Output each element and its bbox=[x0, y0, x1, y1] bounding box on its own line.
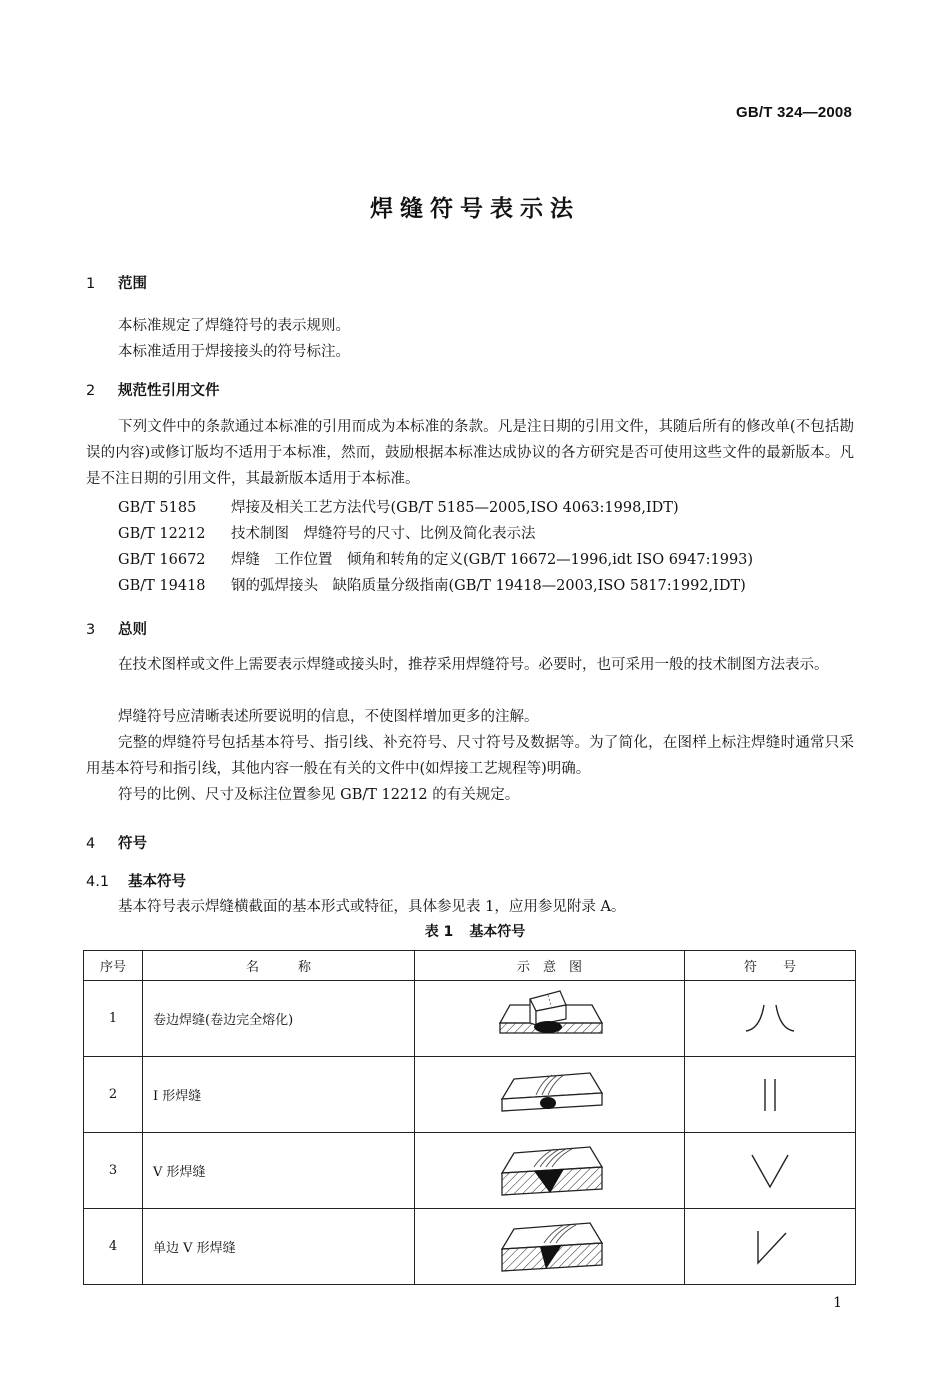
section-4-1-heading bbox=[86, 870, 186, 891]
row-index: 2 bbox=[84, 1057, 143, 1133]
table-caption bbox=[0, 921, 950, 941]
row-index: 3 bbox=[84, 1133, 143, 1209]
reference-title: 钢的弧焊接头 缺陷质量分级指南(GB/T 19418—2003,ISO 5817:1992,IDT) bbox=[231, 578, 746, 594]
section-1-heading bbox=[86, 272, 147, 293]
reference-item bbox=[118, 574, 746, 595]
table-row bbox=[84, 981, 856, 1057]
table-header-row bbox=[84, 951, 856, 981]
table-number: 表 1 bbox=[424, 924, 454, 940]
basic-symbols-table bbox=[83, 950, 856, 1285]
row-index: 1 bbox=[84, 981, 143, 1057]
reference-code: GB/T 19418 bbox=[118, 578, 206, 594]
reference-code: GB/T 12212 bbox=[118, 526, 206, 542]
document-title: 焊缝符号表示法 bbox=[370, 196, 580, 222]
section-2-heading bbox=[86, 379, 220, 400]
square-butt-weld-figure-icon bbox=[490, 1065, 610, 1125]
header-symbol: 符 号 bbox=[685, 951, 856, 981]
paragraph: 本标准适用于焊接接头的符号标注。 bbox=[118, 344, 350, 360]
section-number: 4 bbox=[86, 836, 96, 852]
v-butt-weld-symbol-icon bbox=[740, 1151, 800, 1191]
paragraph: 基本符号表示焊缝横截面的基本形式或特征，具体参见表 1，应用参见附录 A。 bbox=[118, 899, 626, 915]
reference-item bbox=[118, 548, 753, 569]
table-row bbox=[84, 1057, 856, 1133]
paragraph: 焊缝符号应清晰表述所要说明的信息，不使图样增加更多的注解。 bbox=[118, 709, 539, 725]
paragraph: 符号的比例、尺寸及标注位置参见 GB/T 12212 的有关规定。 bbox=[118, 787, 520, 803]
reference-code: GB/T 16672 bbox=[118, 552, 206, 568]
reference-code: GB/T 5185 bbox=[118, 500, 197, 516]
paragraph: 在技术图样或文件上需要表示焊缝或接头时，推荐采用焊缝符号。必要时，也可采用一般的技术制图方法表示。 bbox=[118, 657, 829, 673]
section-title: 规范性引用文件 bbox=[118, 383, 220, 399]
row-name: I 形焊缝 bbox=[143, 1057, 415, 1133]
header-index: 序号 bbox=[84, 951, 143, 981]
table-title: 基本符号 bbox=[469, 924, 526, 940]
section-4-heading bbox=[86, 832, 147, 853]
reference-title: 焊缝 工作位置 倾角和转角的定义(GB/T 16672—1996,idt ISO 6947:1993) bbox=[231, 552, 754, 568]
square-butt-weld-symbol-icon bbox=[740, 1075, 800, 1115]
section-3-heading bbox=[86, 618, 147, 639]
section-number: 3 bbox=[86, 622, 96, 638]
flanged-weld-symbol-icon bbox=[740, 999, 800, 1039]
table-row bbox=[84, 1209, 856, 1285]
section-number: 4.1 bbox=[86, 874, 110, 890]
single-bevel-weld-figure-icon bbox=[490, 1217, 610, 1277]
paragraph: 下列文件中的条款通过本标准的引用而成为本标准的条款。凡是注日期的引用文件，其随后所有的修改单(不包括勘误的内容)或修订版均不适用于本标准，然而，鼓励根据本标准达成协议的各方研究是否可使用这些文件的最新版本。凡是不注日期的引用文件，其最新版本适用于本标准。 bbox=[86, 419, 854, 487]
row-name: V 形焊缝 bbox=[143, 1133, 415, 1209]
row-name: 单边 V 形焊缝 bbox=[143, 1209, 415, 1285]
section-title: 总则 bbox=[118, 622, 147, 638]
row-name: 卷边焊缝(卷边完全熔化) bbox=[143, 981, 415, 1057]
section-title: 基本符号 bbox=[128, 874, 186, 890]
row-index: 4 bbox=[84, 1209, 143, 1285]
flanged-weld-figure-icon bbox=[490, 989, 610, 1049]
v-butt-weld-figure-icon bbox=[490, 1141, 610, 1201]
section-number: 1 bbox=[86, 276, 96, 292]
reference-title: 焊接及相关工艺方法代号(GB/T 5185—2005,ISO 4063:1998,IDT) bbox=[231, 500, 679, 516]
page-number: 1 bbox=[833, 1295, 842, 1311]
table-row bbox=[84, 1133, 856, 1209]
section-number: 2 bbox=[86, 383, 96, 399]
standard-id: GB/T 324—2008 bbox=[736, 104, 852, 121]
paragraph: 本标准规定了焊缝符号的表示规则。 bbox=[118, 318, 350, 334]
paragraph: 完整的焊缝符号包括基本符号、指引线、补充符号、尺寸符号及数据等。为了简化，在图样上标注焊缝时通常只采用基本符号和指引线，其他内容一般在有关的文件中(如焊接工艺规程等)明确。 bbox=[86, 735, 854, 777]
reference-title: 技术制图 焊缝符号的尺寸、比例及简化表示法 bbox=[231, 526, 536, 542]
section-title: 符号 bbox=[118, 836, 147, 852]
header-name: 名 称 bbox=[143, 951, 415, 981]
reference-item bbox=[118, 522, 536, 543]
single-bevel-weld-symbol-icon bbox=[740, 1227, 800, 1267]
section-title: 范围 bbox=[118, 276, 147, 292]
header-figure: 示 意 图 bbox=[415, 951, 685, 981]
reference-item bbox=[118, 496, 679, 517]
